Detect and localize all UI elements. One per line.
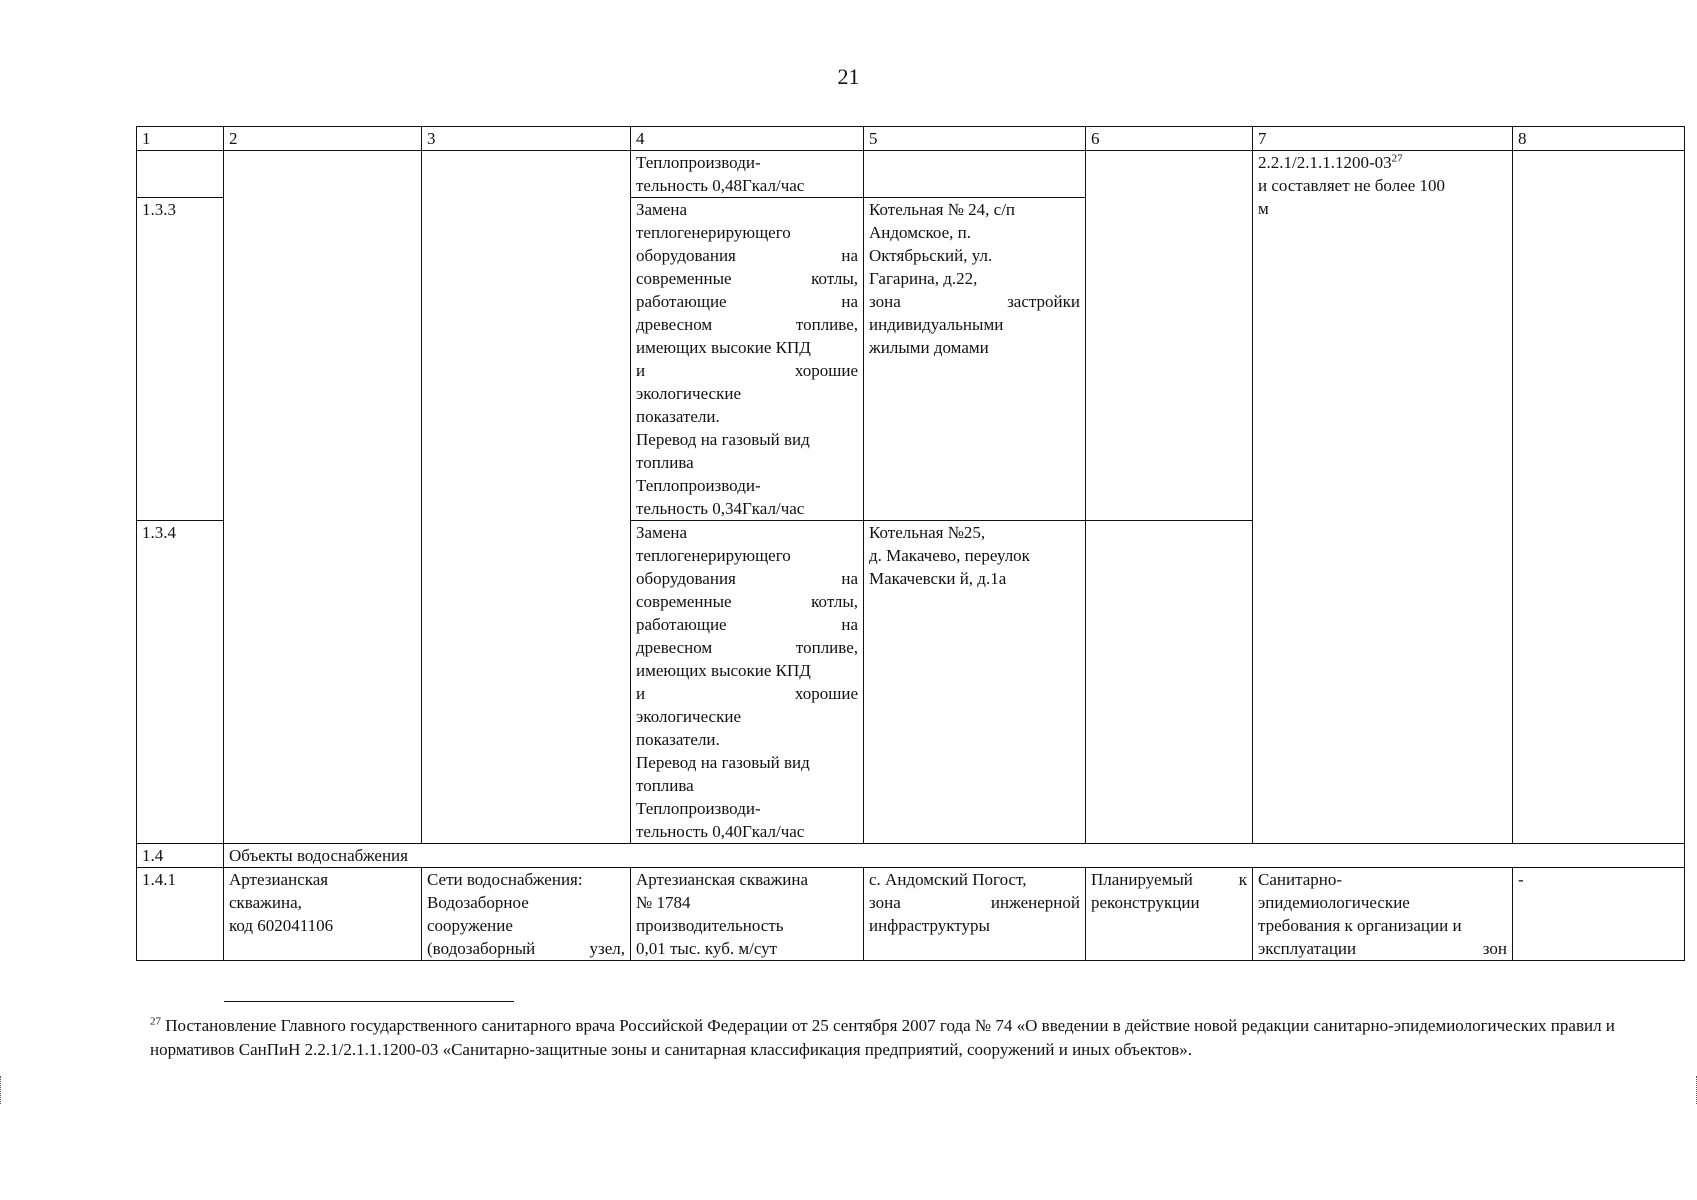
cell-col7-requirements: Санитарно- эпидемиологические требования к организации и эксплуатации зон [1253,868,1513,961]
cell-col4-measures: Замена теплогенерирующего оборудования на современные котлы, работающие на древесном топливе, имеющих высокие КПД и хорошие экологические показатели. Перевод на газовый вид топлива Теплопроизводи- тельность 0,40Гкал/час [631,521,864,844]
cell-col4: Теплопроизводи- тельность 0,48Гкал/час [631,151,864,198]
row-1-4-1 [137,868,1685,961]
footnote [150,1014,1640,1062]
cell-col5-location: с. Андомский Погост, зона инженерной инфраструктуры [864,868,1086,961]
cell-col6-status: Планируемый к реконструкции [1086,868,1253,961]
footnote-divider [224,1001,514,1002]
scan-margin-mark-left [0,1076,7,1104]
header-cell: 7 [1253,127,1513,151]
page-number: 21 [837,64,860,89]
cell-num [137,151,224,198]
cell-col4-measures: Замена теплогенерирующего оборудования на современные котлы, работающие на древесном топливе, имеющих высокие КПД и хорошие экологические показатели. Перевод на газовый вид топлива Теплопроизводи- тельность 0,34Гкал/час [631,198,864,521]
cell-col5 [864,151,1086,198]
cell-col3-merged [422,151,631,844]
row-number: 1.4 [137,844,224,868]
cell-col8: - [1513,868,1685,961]
row-1-4-section [137,844,1685,868]
cell-col4-well: Артезианская скважина № 1784 производительность 0,01 тыс. куб. м/сут [631,868,864,961]
section-title: Объекты водоснабжения [224,844,1685,868]
header-cell: 4 [631,127,864,151]
header-row [137,127,1685,151]
header-cell: 5 [864,127,1086,151]
footnote-marker: 27 [150,1015,161,1028]
cell-col5-location: Котельная №25, д. Макачево, переулок Макачевски й, д.1а [864,521,1086,844]
cell-col2-object: Артезианская скважина, код 602041106 [224,868,422,961]
cell-col8-merged [1513,151,1685,844]
row-number: 1.4.1 [137,868,224,961]
row-number: 1.3.3 [137,198,224,521]
scan-margin-mark-right [1690,1076,1697,1104]
header-cell: 8 [1513,127,1685,151]
cell-col6-merged [1086,151,1253,521]
row-number: 1.3.4 [137,521,224,844]
cell-col6 [1086,521,1253,844]
continuation-row [137,151,1685,198]
footnote-ref: 27 [1391,152,1403,165]
cell-col5-location: Котельная № 24, с/п Андомское, п. Октябрьский, ул. Гагарина, д.22, зона застройки индивидуальными жилыми домами [864,198,1086,521]
header-cell: 2 [224,127,422,151]
cell-col7-merged: $2.2.1/2.1.1.1200-03^{27}$ и составляет не более 100 м [1253,151,1513,844]
document-table [136,126,1685,961]
header-cell: 3 [422,127,631,151]
cell-col3-networks: Сети водоснабжения: Водозаборное сооружение (водозаборный узел, [422,868,631,961]
sanpin-code: 2.2.1/2.1.1.1200-03 [1258,153,1392,172]
footnote-text: Постановление Главного государственного санитарного врача Российской Федерации от 25 сентября 2007 года № 74 «О введении в действие новой редакции санитарно-эпидемиологических правил и нормативов СанПиН 2.2.1/2.1.1.1200-03 «Санитарно-защитные зоны и санитарная классификация предприятий, сооружений и иных объектов». [150,1016,1615,1059]
cell-col2-merged [224,151,422,844]
header-cell: 1 [137,127,224,151]
header-cell: 6 [1086,127,1253,151]
